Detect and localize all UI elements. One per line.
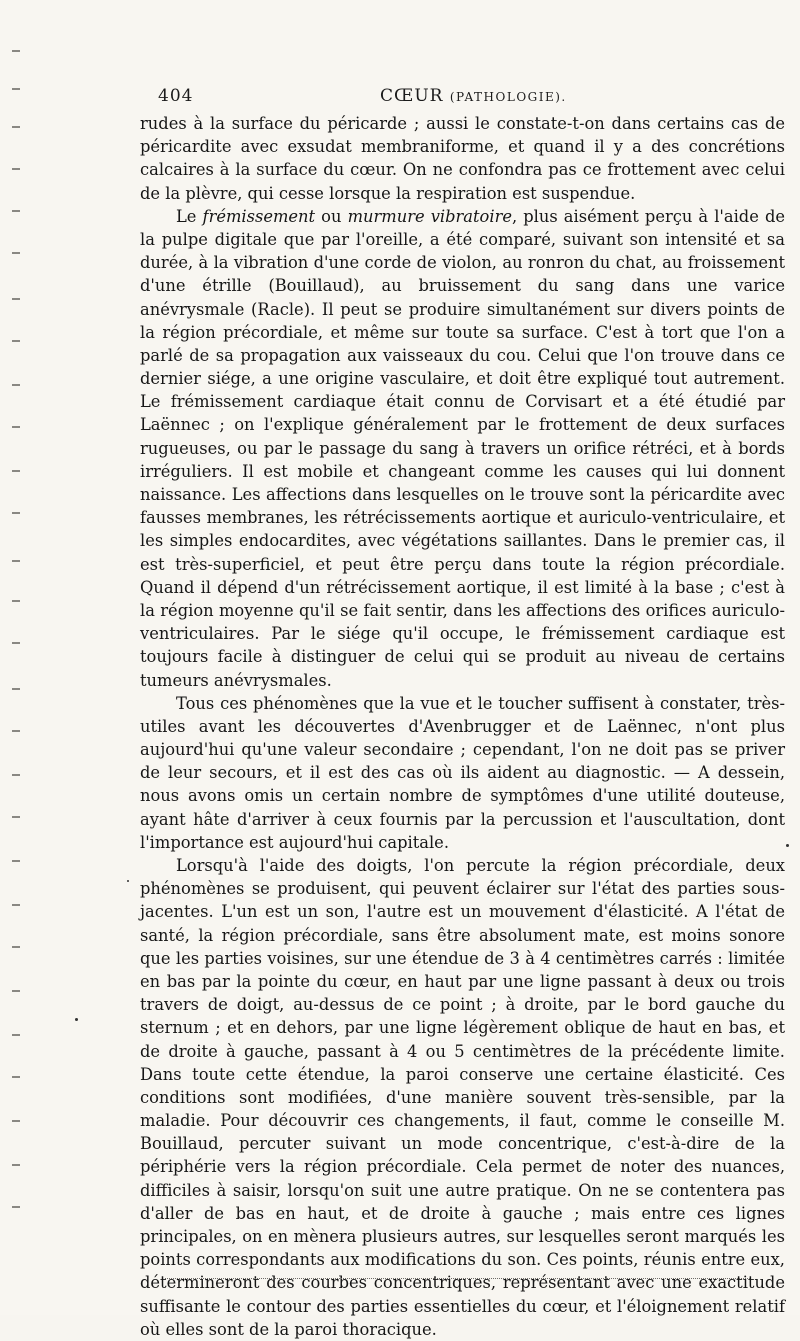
page-number: 404: [158, 86, 194, 106]
ink-speck: [75, 1018, 78, 1021]
term-fremissement: frémissement: [202, 206, 316, 226]
running-subtitle: (PATHOLOGIE).: [449, 90, 567, 104]
paragraph-1: rudes à la surface du péricarde ; aussi le constate-t-on dans certains cas de péricardite avec exsudat membraniforme, et quand il y a des concrétions calcaires à la surface du cœur. On ne confondra pas ce frottement avec celui de la plèvre, qui cesse lorsque la respiration est suspendue.: [140, 114, 785, 203]
footer-rule: [165, 1278, 750, 1279]
running-title: CŒUR: [380, 86, 444, 106]
ink-speck: [127, 880, 129, 882]
paragraph-2-segment: , plus aisément perçu à l'aide de la pulpe digitale que par l'oreille, a été comparé, suivant son intensité et sa durée, à la vibration d'une corde de violon, au ronron du chat, au froissement d'une étrille (Bouillaud), au bruissement du sang dans une varice anévrysmale (Racle). Il peut se produire simultanément sur divers points de la région précordiale, et même sur toute sa surface. C'est à tort que l'on a parlé de sa propagation aux vaisseaux du cou. Celui que l'on trouve dans ce dernier siége, a une origine vasculaire, et doit être expliqué tout autrement. Le frémissement cardiaque était connu de Corvisart et a été étudié par Laënnec ; on l'explique généralement par le frottement de deux surfaces rugueuses, ou par le passage du sang à travers un orifice rétréci, et à bords irréguliers. Il est mobile et changeant comme les causes qui lui donnent naissance. Les affections dans lesquelles on le trouve sont la péricardite avec fausses membranes, les rétrécissements aortique et auriculo-ventriculaire, et les simples endocardites, avec végétations saillantes. Dans le premier cas, il est très-superficiel, et peut être perçu dans toute la région précordiale. Quand il dépend d'un rétrécissement aortique, il est limité à la base ; c'est à la région moyenne qu'il se fait sentir, dans les affections des orifices auriculo-ventriculaires. Par le siége qu'il occupe, le frémissement cardiaque est toujours facile à distinguer de celui qui se produit au niveau de certains tumeurs anévrysmales.: [140, 206, 786, 690]
body-text: [140, 112, 785, 1341]
paragraph-2-segment: Le: [176, 206, 203, 226]
binding-edge-marks: [12, 40, 30, 1240]
paragraph-2: [140, 205, 785, 692]
paragraph-3: Tous ces phénomènes que la vue et le toucher suffisent à constater, très-utiles avant les découvertes d'Avenbrugger et de Laënnec, n'ont plus aujourd'hui qu'une valeur secondaire ; cependant, l'on ne doit pas se priver de leur secours, et il est des cas où ils aident au diagnostic. — A dessein, nous avons omis un certain nombre de symptômes d'une utilité douteuse, ayant hâte d'arriver à ceux fournis par la percussion et l'auscultation, dont l'importance est aujourd'hui capitale.: [140, 693, 785, 852]
paragraph-2-segment: ou: [315, 206, 348, 226]
paragraph-4: Lorsqu'à l'aide des doigts, l'on percute la région précordiale, deux phénomènes se produisent, qui peuvent éclairer sur l'état des parties sous-jacentes. L'un est un son, l'autre est un mouvement d'élasticité. A l'état de santé, la région précordiale, sans être absolument mate, est moins sonore que les parties voisines, sur une étendue de 3 à 4 centimètres carrés : limitée en bas par la pointe du cœur, en haut par une ligne passant à deux ou trois travers de doigt, au-dessus de ce point ; à droite, par le bord gauche du sternum ; et en dehors, par une ligne légèrement oblique de haut en bas, et de droite à gauche, passant à 4 ou 5 centimètres de la précédente limite. Dans toute cette étendue, la paroi conserve une certaine élasticité. Ces conditions sont modifiées, d'une manière souvent très-sensible, par la maladie. Pour découvrir ces changements, il faut, comme le conseille M. Bouillaud, percuter suivant un mode concentrique, c'est-à-dire de la périphérie vers la région précordiale. Cela permet de noter des nuances, difficiles à saisir, lorsqu'on suit une autre pratique. On ne se contentera pas d'aller de bas en haut, et de droite à gauche ; mais entre ces lignes principales, on en mènera plusieurs autres, sur lesquelles seront marqués les points correspondants aux modifications du son. Ces points, réunis entre eux, détermineront des courbes concentriques, représentant avec une exactitude suffisante le contour des parties essentielles du cœur, et l'éloignement relatif où elles sont de la paroi thoracique.: [140, 856, 785, 1339]
term-murmure-vibratoire: murmure vibratoire: [347, 206, 512, 226]
running-head: [380, 86, 567, 106]
ink-speck: [786, 844, 789, 847]
